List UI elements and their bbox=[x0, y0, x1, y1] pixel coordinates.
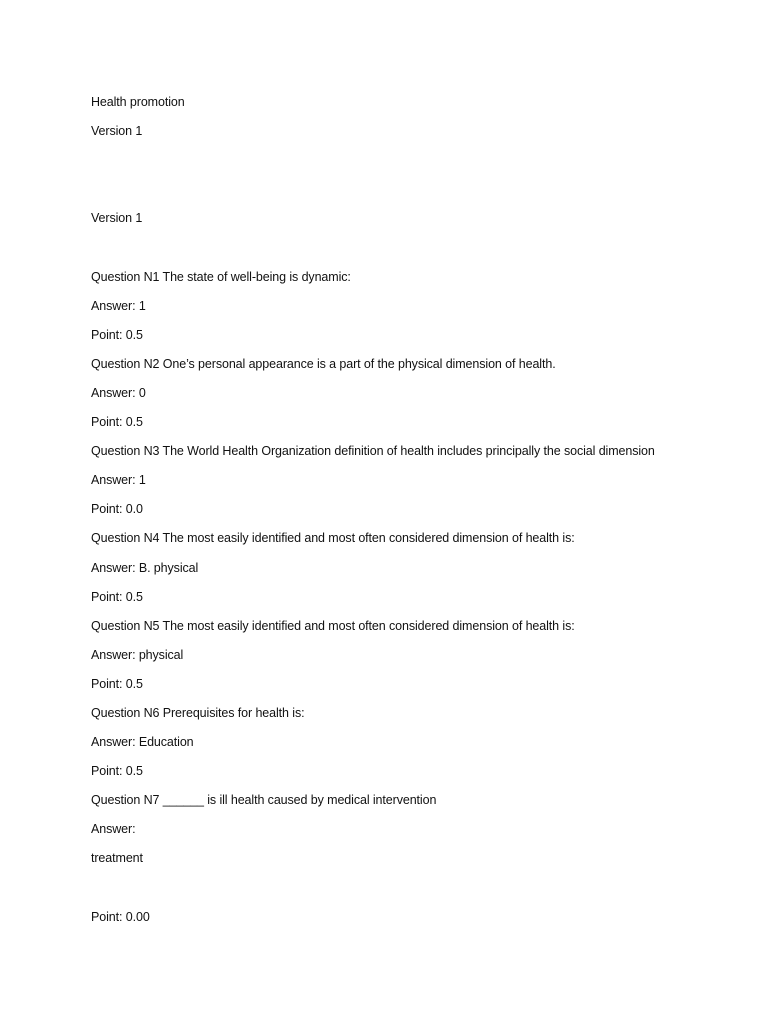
answer-text: Answer: Education bbox=[91, 735, 194, 749]
answer-text: Answer: 1 bbox=[91, 473, 146, 487]
point-text: Point: 0.00 bbox=[91, 910, 150, 924]
point-text: Point: 0.5 bbox=[91, 328, 143, 342]
question-text: Question N4 The most easily identified and most often considered dimension of health is: bbox=[91, 531, 575, 545]
question-text: Question N7 ______ is ill health caused by medical intervention bbox=[91, 793, 437, 807]
document-title: Health promotion bbox=[91, 95, 185, 109]
version-section-label: Version 1 bbox=[91, 211, 143, 225]
question-text: Question N3 The World Health Organization definition of health includes principally the social dimension bbox=[91, 444, 655, 458]
point-text: Point: 0.5 bbox=[91, 415, 143, 429]
answer-text: Answer: 0 bbox=[91, 386, 146, 400]
point-text: Point: 0.0 bbox=[91, 502, 143, 516]
question-text: Question N5 The most easily identified and most often considered dimension of health is: bbox=[91, 619, 575, 633]
question-text: Question N2 One’s personal appearance is a part of the physical dimension of health. bbox=[91, 357, 556, 371]
version-header: Version 1 bbox=[91, 124, 143, 138]
point-text: Point: 0.5 bbox=[91, 590, 143, 604]
point-text: Point: 0.5 bbox=[91, 677, 143, 691]
answer-text: Answer: B. physical bbox=[91, 561, 199, 575]
answer-value-text: treatment bbox=[91, 851, 143, 865]
question-text: Question N6 Prerequisites for health is: bbox=[91, 706, 305, 720]
answer-text: Answer: 1 bbox=[91, 299, 146, 313]
answer-text: Answer: bbox=[91, 822, 136, 836]
answer-text: Answer: physical bbox=[91, 648, 184, 662]
question-text: Question N1 The state of well-being is dynamic: bbox=[91, 270, 351, 284]
point-text: Point: 0.5 bbox=[91, 764, 143, 778]
